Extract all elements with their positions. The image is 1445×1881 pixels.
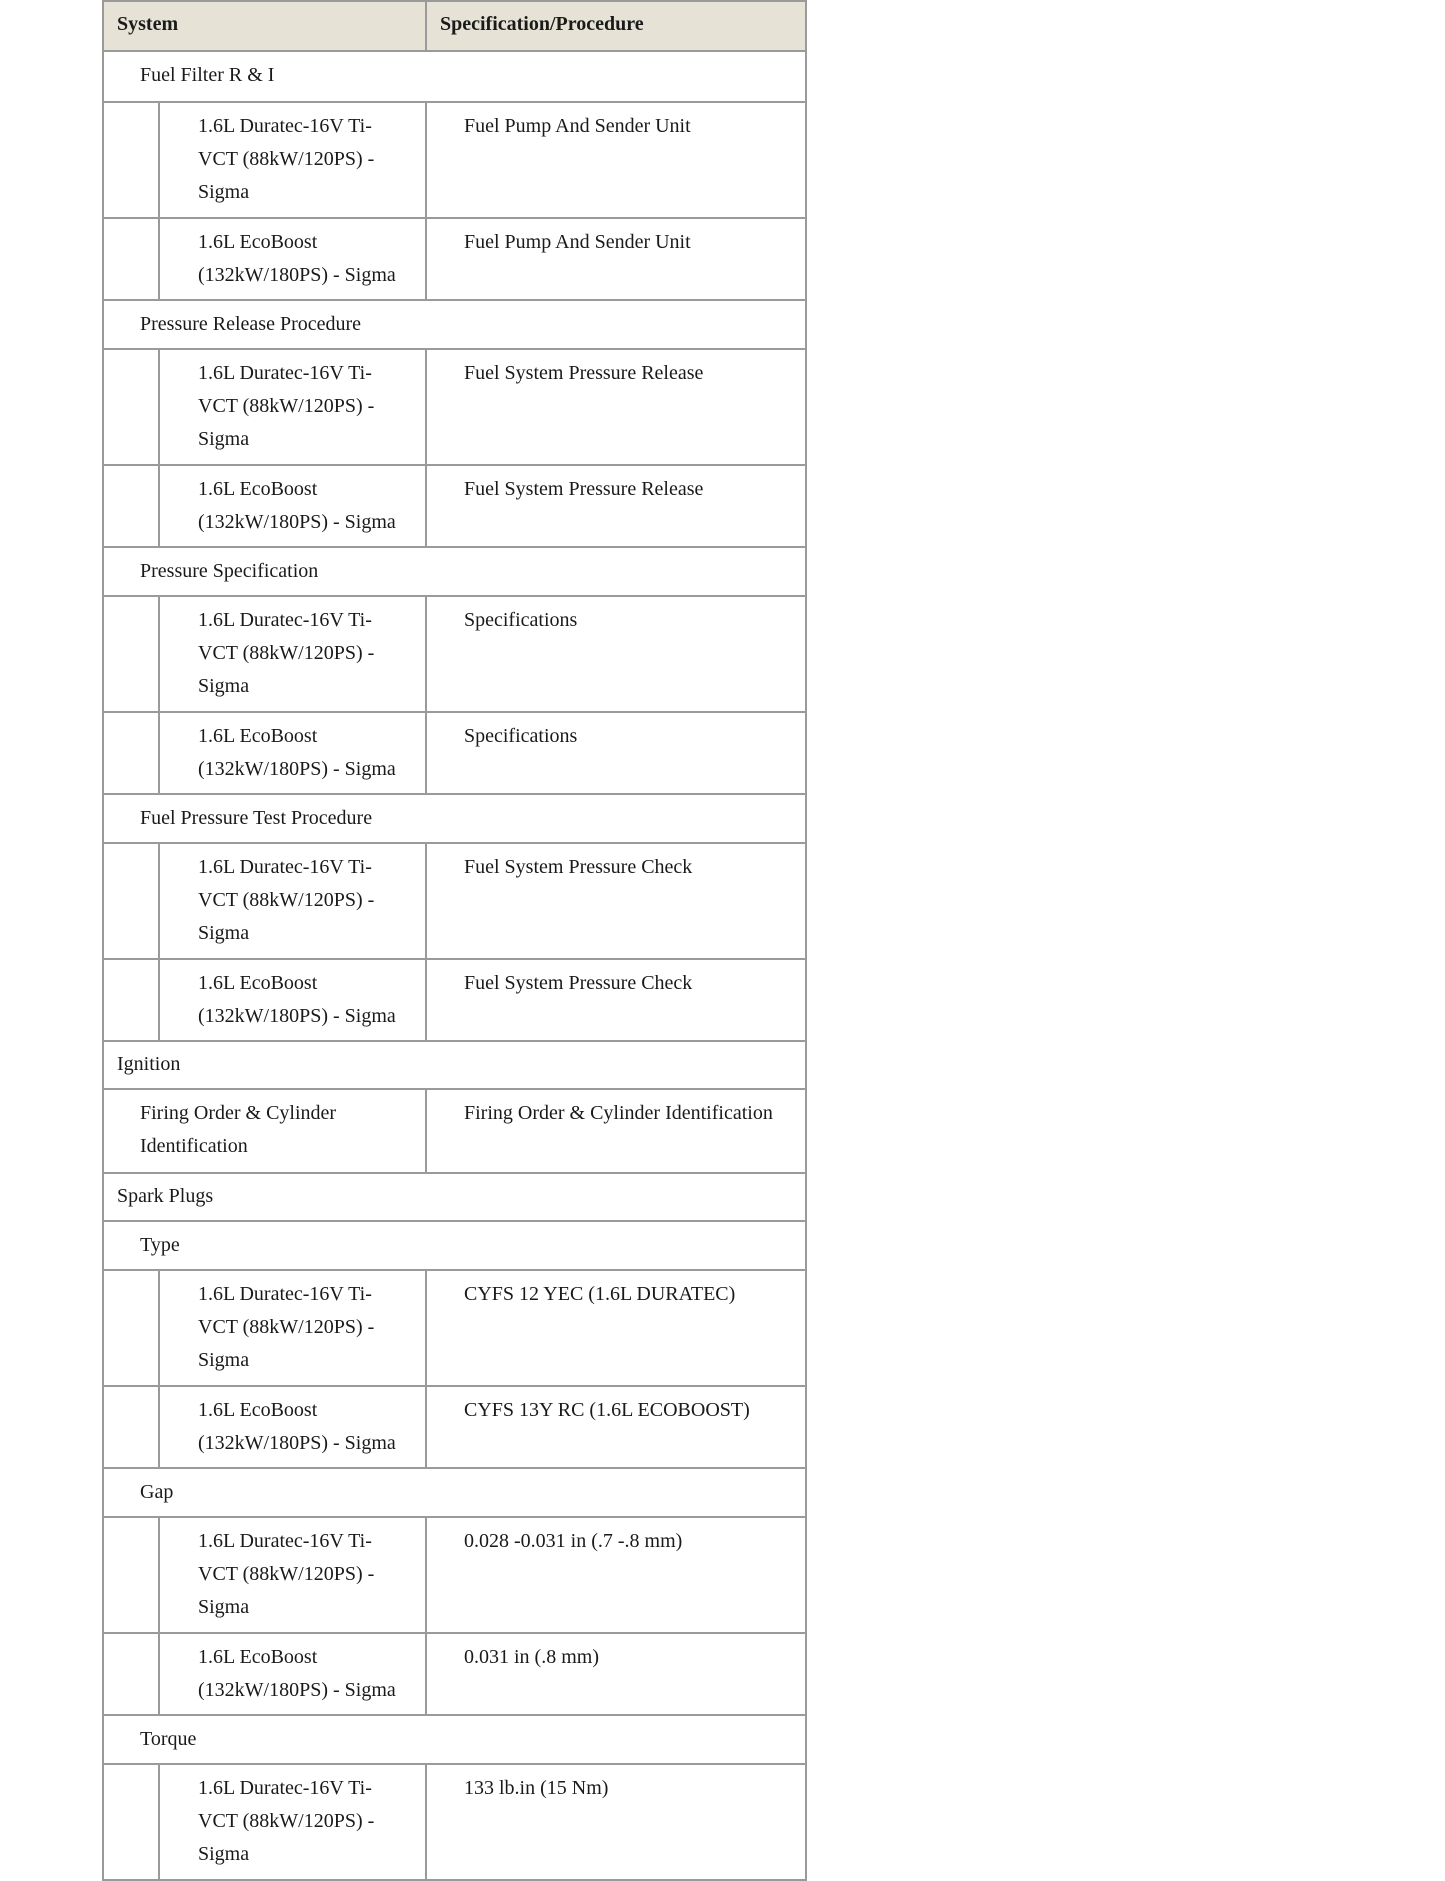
spec-value: CYFS 12 YEC (1.6L DURATEC) — [464, 1283, 736, 1305]
spec-value: 133 lb.in (15 Nm) — [464, 1777, 609, 1799]
table-header — [104, 2, 805, 52]
specification-table — [102, 0, 807, 1881]
section-spark-plugs: Spark Plugs — [104, 1172, 805, 1220]
procedure-link[interactable]: Specifications — [464, 609, 578, 631]
subsection-torque: Torque — [104, 1714, 805, 1763]
procedure-link[interactable]: Fuel System Pressure Check — [464, 856, 693, 878]
engine-label: 1.6L Duratec-16V Ti-VCT (88kW/120PS) - Sigma — [160, 103, 427, 217]
header-system: System — [104, 2, 427, 50]
procedure-link[interactable]: Fuel System Pressure Release — [464, 362, 704, 384]
table-row — [104, 101, 805, 217]
table-row — [104, 1088, 805, 1172]
subsection-pressure-specification: Pressure Specification — [104, 546, 805, 595]
spec-value: 0.031 in (.8 mm) — [464, 1646, 599, 1668]
engine-label: 1.6L Duratec-16V Ti-VCT (88kW/120PS) - Sigma — [160, 597, 427, 711]
engine-label: 1.6L Duratec-16V Ti-VCT (88kW/120PS) - Sigma — [160, 350, 427, 464]
table-row — [104, 1632, 805, 1714]
table-row — [104, 217, 805, 299]
subsection-type: Type — [104, 1220, 805, 1269]
engine-label: 1.6L EcoBoost (132kW/180PS) - Sigma — [160, 1387, 427, 1467]
engine-label: 1.6L EcoBoost (132kW/180PS) - Sigma — [160, 466, 427, 546]
engine-label: 1.6L Duratec-16V Ti-VCT (88kW/120PS) - Sigma — [160, 1271, 427, 1385]
table-row — [104, 1763, 805, 1879]
table-row — [104, 842, 805, 958]
table-row — [104, 1385, 805, 1467]
table-row — [104, 595, 805, 711]
engine-label: 1.6L EcoBoost (132kW/180PS) - Sigma — [160, 960, 427, 1040]
subsection-gap: Gap — [104, 1467, 805, 1516]
table-row — [104, 1516, 805, 1632]
subsection-pressure-test: Fuel Pressure Test Procedure — [104, 793, 805, 842]
spec-value: 0.028 -0.031 in (.7 -.8 mm) — [464, 1530, 683, 1552]
subsection-fuel-filter: Fuel Filter R & I — [140, 64, 275, 86]
procedure-link[interactable]: Firing Order & Cylinder Identification — [464, 1102, 773, 1124]
engine-label: 1.6L Duratec-16V Ti-VCT (88kW/120PS) - Sigma — [160, 1518, 427, 1632]
procedure-link[interactable]: Fuel Pump And Sender Unit — [464, 231, 691, 253]
subsection-pressure-release: Pressure Release Procedure — [104, 299, 805, 348]
procedure-link[interactable]: Specifications — [464, 725, 578, 747]
engine-label: 1.6L Duratec-16V Ti-VCT (88kW/120PS) - Sigma — [160, 1765, 427, 1879]
table-row — [104, 464, 805, 546]
spec-value: CYFS 13Y RC (1.6L ECOBOOST) — [464, 1399, 750, 1421]
engine-label: 1.6L Duratec-16V Ti-VCT (88kW/120PS) - Sigma — [160, 844, 427, 958]
procedure-link[interactable]: Fuel System Pressure Check — [464, 972, 693, 994]
engine-label: 1.6L EcoBoost (132kW/180PS) - Sigma — [160, 1634, 427, 1714]
table-row — [104, 958, 805, 1040]
table-row — [104, 711, 805, 793]
procedure-link[interactable]: Fuel System Pressure Release — [464, 478, 704, 500]
engine-label: 1.6L EcoBoost (132kW/180PS) - Sigma — [160, 219, 427, 299]
table-row — [104, 1269, 805, 1385]
engine-label: 1.6L EcoBoost (132kW/180PS) - Sigma — [160, 713, 427, 793]
section-ignition: Ignition — [104, 1040, 805, 1088]
header-specification: Specification/Procedure — [440, 13, 644, 35]
table-row — [104, 348, 805, 464]
procedure-link[interactable]: Fuel Pump And Sender Unit — [464, 115, 691, 137]
firing-order-label: Firing Order & Cylinder Identification — [104, 1090, 427, 1172]
